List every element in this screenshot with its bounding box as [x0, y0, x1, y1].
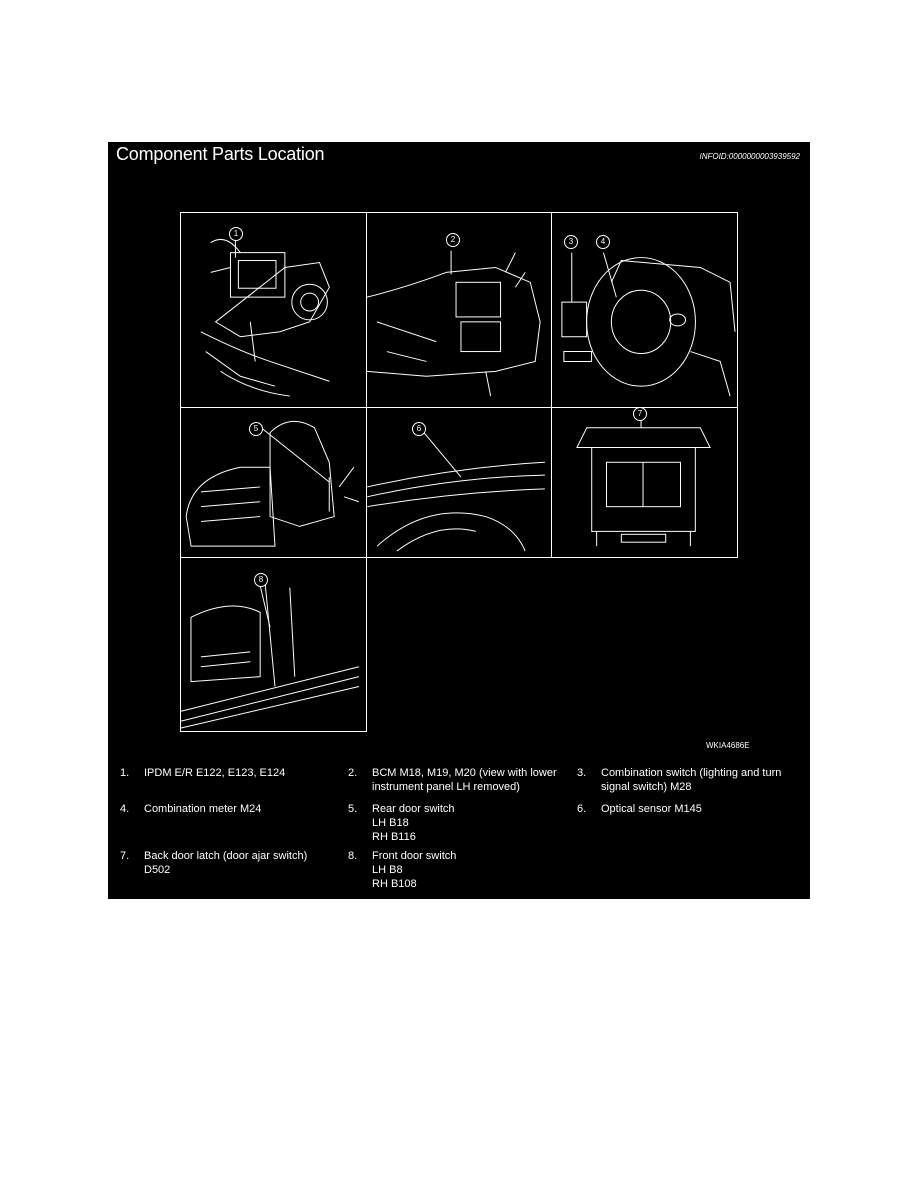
callout-1: 1 [229, 227, 243, 241]
callout-6: 6 [412, 422, 426, 436]
legend-num: 4. [120, 803, 130, 815]
legend-num: 2. [348, 767, 358, 779]
illustration-grid [180, 212, 738, 732]
callout-3: 3 [564, 235, 578, 249]
legend-heading: Front door switch [372, 850, 457, 862]
legend-num: 5. [348, 803, 358, 815]
illustration-bcm [366, 212, 552, 408]
legend-text [372, 849, 572, 891]
callout-8: 8 [254, 573, 268, 587]
legend-line-lh: LH B18 [372, 817, 409, 829]
legend-text: Optical sensor M145 [601, 803, 702, 815]
callout-7: 7 [633, 407, 647, 421]
legend-heading: Rear door switch [372, 803, 455, 815]
callout-2: 2 [446, 233, 460, 247]
callout-5: 5 [249, 422, 263, 436]
legend-line-lh: LH B8 [372, 864, 403, 876]
front-door-drawing [181, 558, 366, 731]
legend-num: 3. [577, 767, 587, 779]
illustration-steering [551, 212, 738, 408]
legend-text [372, 802, 572, 844]
legend-text: Combination meter M24 [144, 803, 262, 815]
optical-sensor-drawing [367, 408, 551, 557]
page-title: Component Parts Location [116, 144, 325, 164]
ipdm-drawing [181, 213, 366, 407]
back-door-drawing [552, 408, 737, 557]
illustration-rear-door [180, 407, 367, 558]
illustration-back-door [551, 407, 738, 558]
legend-num: 8. [348, 850, 358, 862]
component-parts-panel [108, 142, 810, 899]
legend-num: 7. [120, 850, 130, 862]
illustration-front-door [180, 557, 367, 732]
legend-num: 6. [577, 803, 587, 815]
legend-text: Back door latch (door ajar switch) D502 [144, 850, 308, 876]
illustration-optical-sensor [366, 407, 552, 558]
legend-text: Combination switch (lighting and turn signal switch) M28 [601, 767, 782, 793]
legend-line-rh: RH B108 [372, 878, 417, 890]
info-id: INFOID:0000000003939592 [699, 152, 800, 161]
legend-line-rh: RH B116 [372, 831, 416, 843]
rear-door-drawing [181, 408, 366, 557]
callout-4: 4 [596, 235, 610, 249]
legend-text: BCM M18, M19, M20 (view with lower instrument panel LH removed) [372, 767, 557, 793]
legend-text: IPDM E/R E122, E123, E124 [144, 767, 286, 779]
figure-code: WKIA4686E [706, 741, 750, 750]
legend-num: 1. [120, 767, 130, 779]
illustration-ipdm [180, 212, 367, 408]
steering-drawing [552, 213, 737, 407]
